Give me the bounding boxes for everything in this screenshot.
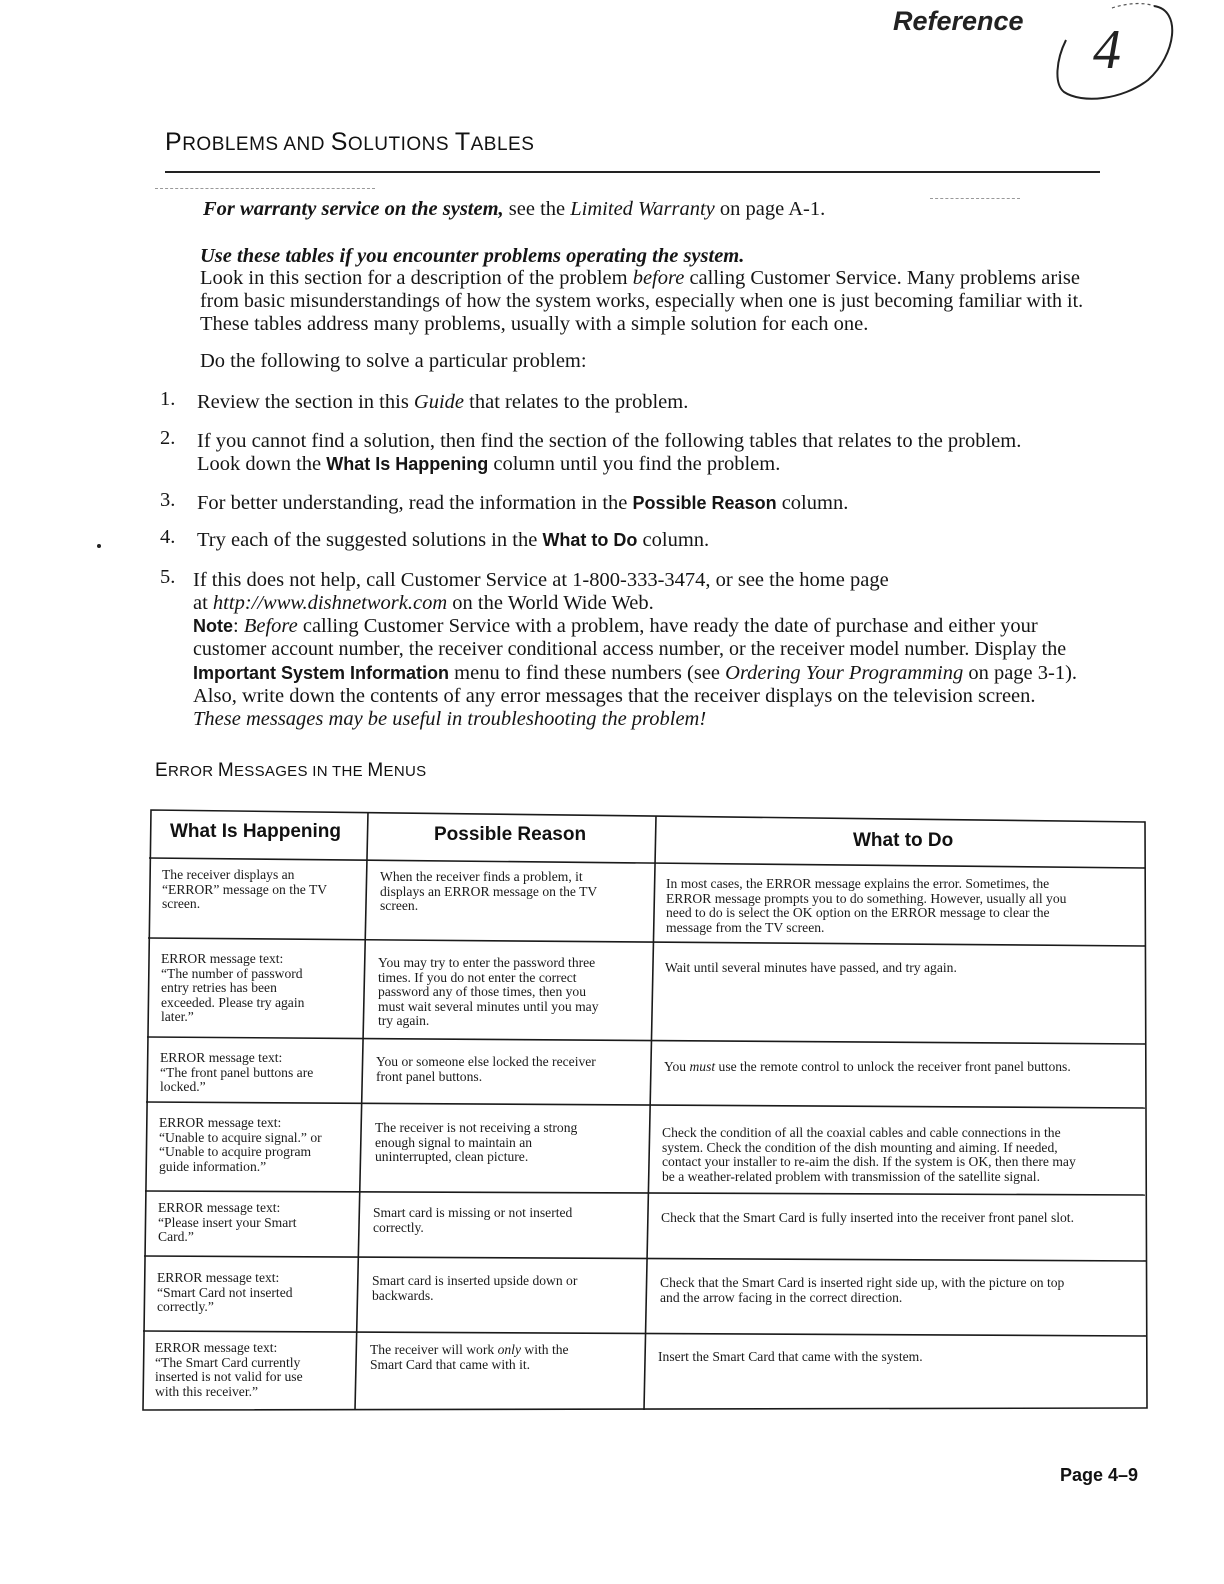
intro-line-2: from basic misunderstandings of how the system works, especially when one is just becoming familiar with it. (200, 290, 1084, 312)
step-2-line-2: Look down the What Is Happening column until you find the problem. (197, 453, 781, 475)
table-cell-happening: ERROR message text: “Smart Card not inserted correctly.” (157, 1270, 293, 1314)
note-line-4: Also, write down the contents of any error messages that the receiver displays on the television screen. (193, 685, 1036, 707)
column-header-what-to-do: What to Do (853, 830, 954, 851)
table-cell-reason: The receiver is not receiving a strong enough signal to maintain an uninterrupted, clean picture. (375, 1120, 578, 1164)
table-cell-todo: Wait until several minutes have passed, and try again. (665, 960, 957, 975)
table-cell-reason: You may try to enter the password three times. If you do not enter the correct password any of those times, then you must wait several minutes until you may try again. (378, 955, 599, 1028)
step-number: 1. (160, 388, 176, 410)
warranty-line: For warranty service on the system, see the Limited Warranty on page A-1. (203, 198, 826, 220)
scan-artifact (155, 188, 375, 189)
column-header-possible-reason: Possible Reason (434, 824, 587, 845)
scan-artifact (930, 198, 1020, 199)
step-number: 2. (160, 427, 176, 449)
chapter-label: Reference (893, 6, 1024, 36)
section-title: PROBLEMS AND SOLUTIONS TABLES (165, 128, 535, 156)
step-5-line-2: at http://www.dishnetwork.com on the World Wide Web. (193, 592, 654, 614)
table-cell-reason: The receiver will work only with the Smart Card that came with it. (370, 1342, 569, 1372)
website-link: http://www.dishnetwork.com (212, 592, 448, 614)
table-cell-reason: You or someone else locked the receiver front panel buttons. (376, 1054, 596, 1084)
column-header-what-is-happening: What Is Happening (170, 821, 341, 842)
table-cell-happening: ERROR message text: “The number of password entry retries has been exceeded. Please try again later.” (161, 951, 305, 1024)
do-following-line: Do the following to solve a particular problem: (200, 350, 587, 372)
intro-line-3: These tables address many problems, usually with a simple solution for each one. (200, 313, 869, 335)
table-cell-reason: When the receiver finds a problem, it displays an ERROR message on the TV screen. (380, 869, 598, 913)
table-cell-reason: Smart card is inserted upside down or backwards. (372, 1273, 578, 1303)
intro-line-1: Look in this section for a description of the problem before calling Customer Service. Many problems arise (200, 267, 1080, 289)
step-3: For better understanding, read the information in the Possible Reason column. (197, 492, 849, 514)
table-cell-todo: Check that the Smart Card is inserted right side up, with the picture on top and the arrow facing in the correct direction. (660, 1275, 1065, 1305)
table-cell-happening: The receiver displays an “ERROR” message on the TV screen. (162, 867, 328, 911)
table-cell-happening: ERROR message text: “The front panel buttons are locked.” (160, 1050, 314, 1094)
table-cell-happening: ERROR message text: “Unable to acquire signal.” or “Unable to acquire program guide information.” (159, 1115, 322, 1174)
note-line-5: These messages may be useful in troubleshooting the problem! (193, 708, 707, 730)
page-number: Page 4–9 (1060, 1465, 1139, 1485)
subsection-title: ERROR MESSAGES IN THE MENUS (155, 760, 427, 781)
step-1: Review the section in this Guide that relates to the problem. (197, 391, 689, 413)
table-cell-reason: Smart card is missing or not inserted correctly. (373, 1205, 573, 1235)
table-cell-todo: In most cases, the ERROR message explains the error. Sometimes, the ERROR message prompts you to do something. However, usually all you need to do is select the OK option on the ERROR message to clear the message from the TV screen. (666, 876, 1067, 935)
use-tables-line: Use these tables if you encounter problems operating the system. (200, 245, 745, 267)
step-2-line-1: If you cannot find a solution, then find the section of the following tables that relates to the problem. (197, 430, 1022, 452)
chapter-number: 4 (1093, 19, 1121, 81)
table-cell-todo: Check the condition of all the coaxial cables and cable connections in the system. Check the condition of the dish mounting and aiming. If needed, contact your installer to re-aim the dish. If the system is OK, then there may be a weather-related problem with transmission of the satellite signal. (662, 1125, 1076, 1184)
note-line-1: Note: Before calling Customer Service with a problem, have ready the date of purchase and either your (193, 615, 1038, 637)
note-line-2: customer account number, the receiver conditional access number, or the receiver model number. Display the (193, 638, 1067, 660)
step-number: 5. (160, 566, 176, 588)
step-number: 4. (160, 526, 176, 548)
table-cell-todo: You must use the remote control to unlock the receiver front panel buttons. (664, 1059, 1071, 1074)
note-line-3: Important System Information menu to find these numbers (see Ordering Your Programming on page 3-1). (193, 662, 1078, 684)
table-cell-todo: Insert the Smart Card that came with the system. (658, 1349, 923, 1364)
error-messages-table (141, 808, 1158, 1411)
step-5-line-1: If this does not help, call Customer Service at 1-800-333-3474, or see the home page (193, 569, 889, 591)
table-cell-happening: ERROR message text: “The Smart Card currently inserted is not valid for use with this receiver.” (155, 1340, 303, 1399)
title-rule (165, 171, 1100, 173)
step-4: Try each of the suggested solutions in the What to Do column. (197, 529, 710, 551)
table-cell-happening: ERROR message text: “Please insert your Smart Card.” (158, 1200, 297, 1244)
step-number: 3. (160, 489, 176, 511)
bullet-mark (97, 544, 101, 548)
table-cell-todo: Check that the Smart Card is fully inserted into the receiver front panel slot. (661, 1210, 1074, 1225)
